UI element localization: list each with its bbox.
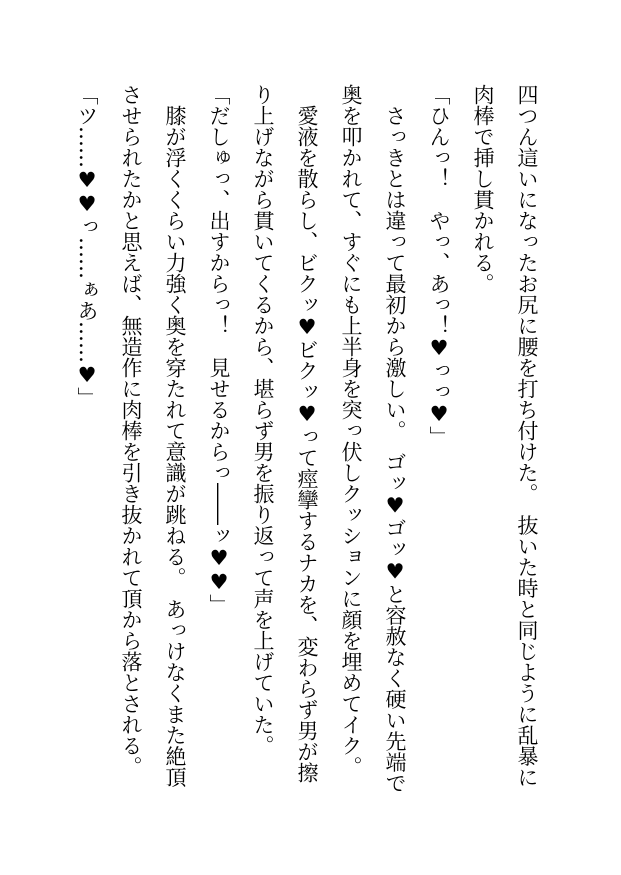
text-line: 愛液を散らし、ビクッ♥ビクッ♥って痙攣するナカを、変わらず男が擦 (295, 84, 319, 783)
vertical-text-flow (65, 84, 549, 824)
text-line: 「ツ……♥♥っ……ぁあ……♥」 (75, 84, 99, 408)
text-line: 「ひんっ！ やっ、あっ！♥っっ♥」 (427, 84, 451, 447)
text-line: 膝が浮くくらい力強く奥を穿たれて意識が跳ねる。 あっけなくまた絶頂 (163, 84, 187, 788)
text-line: 奥を叩かれて、すぐにも上半身を突っ伏しクッションに顔を埋めてイク。 (339, 84, 363, 777)
text-line: さっきとは違って最初から激しい。 ゴッ♥ゴッ♥と容赦なく硬い先端で (383, 84, 407, 794)
text-line: させられたかと思えば、無造作に肉棒を引き抜かれて頂から落とされる。 (119, 84, 143, 777)
text-line: 肉棒で挿し貫かれる。 (471, 84, 495, 294)
text-line: 「だしゅっ、出すからっ！ 見せるからっ――ッ♥♥」 (207, 84, 231, 615)
text-line: 四つん這いになったお尻に腰を打ち付けた。 抜いた時と同じように乱暴に (515, 84, 539, 788)
text-line: り上げながら貫いてくるから、堪らず男を振り返って声を上げていた。 (251, 84, 275, 756)
